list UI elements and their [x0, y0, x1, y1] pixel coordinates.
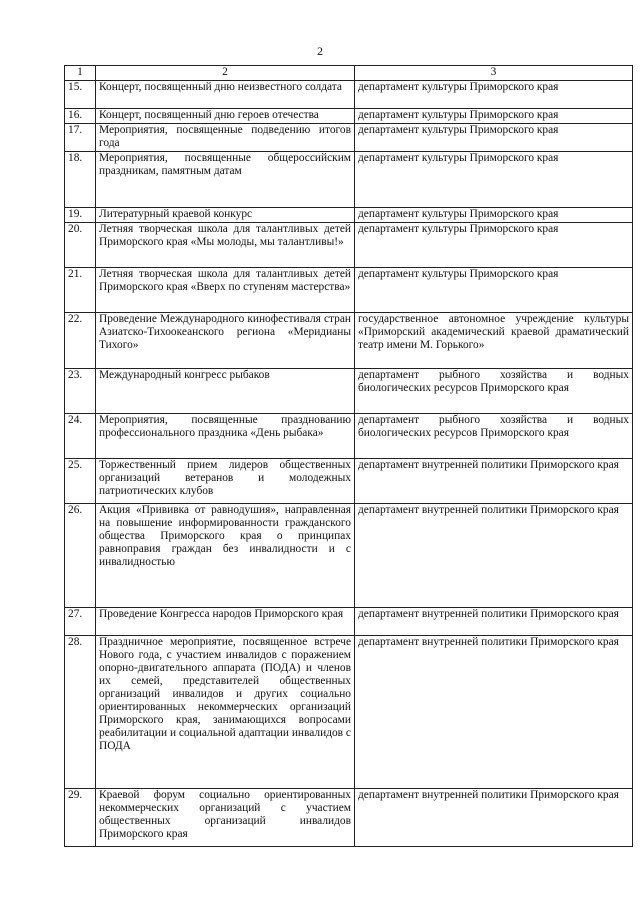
table-row — [65, 109, 633, 124]
column-header-number: 1 — [65, 66, 96, 81]
table-row — [65, 504, 633, 608]
table-row — [65, 313, 633, 369]
row-event: Международный конгресс рыбаков — [96, 369, 355, 414]
row-number: 15. — [65, 81, 96, 109]
row-event: Летняя творческая школа для талантливых детей Приморского края «Мы молоды, мы талантливы!» — [96, 223, 355, 268]
row-number: 18. — [65, 152, 96, 208]
row-number: 21. — [65, 268, 96, 313]
row-event: Торжественный прием лидеров общественных организаций ветеранов и молодежных патриотических клубов — [96, 459, 355, 504]
row-number: 17. — [65, 124, 96, 152]
table-row — [65, 459, 633, 504]
row-event: Мероприятия, посвященные празднованию профессионального праздника «День рыбака» — [96, 414, 355, 459]
events-table — [64, 65, 633, 847]
row-event: Мероприятия, посвященные подведению итогов года — [96, 124, 355, 152]
row-event: Праздничное мероприятие, посвященное встрече Нового года, с участием инвалидов с поражением опорно-двигательного аппарата (ПОДА) и членов их семей, представителей общественных организаций инвалидов и других социально ориентированных некоммерческих организаций Приморского края, занимающихся вопросами реабилитации и социальной адаптации инвалидов с ПОДА — [96, 636, 355, 789]
table-row — [65, 636, 633, 789]
row-number: 22. — [65, 313, 96, 369]
row-event: Литературный краевой конкурс — [96, 208, 355, 223]
table-row — [65, 789, 633, 847]
row-department: департамент внутренней политики Приморского края — [355, 459, 633, 504]
row-number: 23. — [65, 369, 96, 414]
row-department: департамент культуры Приморского края — [355, 152, 633, 208]
row-event: Летняя творческая школа для талантливых детей Приморского края «Вверх по ступеням мастерства» — [96, 268, 355, 313]
table-row — [65, 369, 633, 414]
table-row — [65, 152, 633, 208]
row-number: 20. — [65, 223, 96, 268]
page-number: 2 — [317, 44, 323, 58]
row-department: департамент культуры Приморского края — [355, 81, 633, 109]
row-number: 27. — [65, 608, 96, 636]
row-event: Краевой форум социально ориентированных некоммерческих организаций с участием общественных организаций инвалидов Приморского края — [96, 789, 355, 847]
row-number: 16. — [65, 109, 96, 124]
row-number: 19. — [65, 208, 96, 223]
row-event: Акция «Прививка от равнодушия», направленная на повышение информированности гражданского общества Приморского края о принципах равноправия граждан без инвалидности и с инвалидностью — [96, 504, 355, 608]
row-number: 28. — [65, 636, 96, 789]
table-row — [65, 81, 633, 109]
row-department: департамент внутренней политики Приморского края — [355, 608, 633, 636]
row-department: департамент рыбного хозяйства и водных биологических ресурсов Приморского края — [355, 369, 633, 414]
row-department: департамент рыбного хозяйства и водных биологических ресурсов Приморского края — [355, 414, 633, 459]
row-department: департамент внутренней политики Приморского края — [355, 636, 633, 789]
table-row — [65, 223, 633, 268]
row-event: Проведение Конгресса народов Приморского края — [96, 608, 355, 636]
table-row — [65, 268, 633, 313]
row-department: государственное автономное учреждение культуры «Приморский академический краевой драматический театр имени М. Горького» — [355, 313, 633, 369]
table-row — [65, 608, 633, 636]
row-department: департамент культуры Приморского края — [355, 268, 633, 313]
row-event: Концерт, посвященный дню неизвестного солдата — [96, 81, 355, 109]
row-number: 26. — [65, 504, 96, 608]
row-department: департамент культуры Приморского края — [355, 109, 633, 124]
column-header-department: 3 — [355, 66, 633, 81]
row-department: департамент внутренней политики Приморского края — [355, 504, 633, 608]
row-department: департамент внутренней политики Приморского края — [355, 789, 633, 847]
row-number: 25. — [65, 459, 96, 504]
row-event: Мероприятия, посвященные общероссийским праздникам, памятным датам — [96, 152, 355, 208]
row-department: департамент культуры Приморского края — [355, 208, 633, 223]
table-row — [65, 414, 633, 459]
row-department: департамент культуры Приморского края — [355, 223, 633, 268]
table-row — [65, 124, 633, 152]
table-header-row — [65, 66, 633, 81]
row-department: департамент культуры Приморского края — [355, 124, 633, 152]
column-header-event: 2 — [96, 66, 355, 81]
row-event: Концерт, посвященный дню героев отечества — [96, 109, 355, 124]
row-number: 29. — [65, 789, 96, 847]
row-number: 24. — [65, 414, 96, 459]
row-event: Проведение Международного кинофестиваля стран Азиатско-Тихоокеанского региона «Меридианы Тихого» — [96, 313, 355, 369]
table-row — [65, 208, 633, 223]
